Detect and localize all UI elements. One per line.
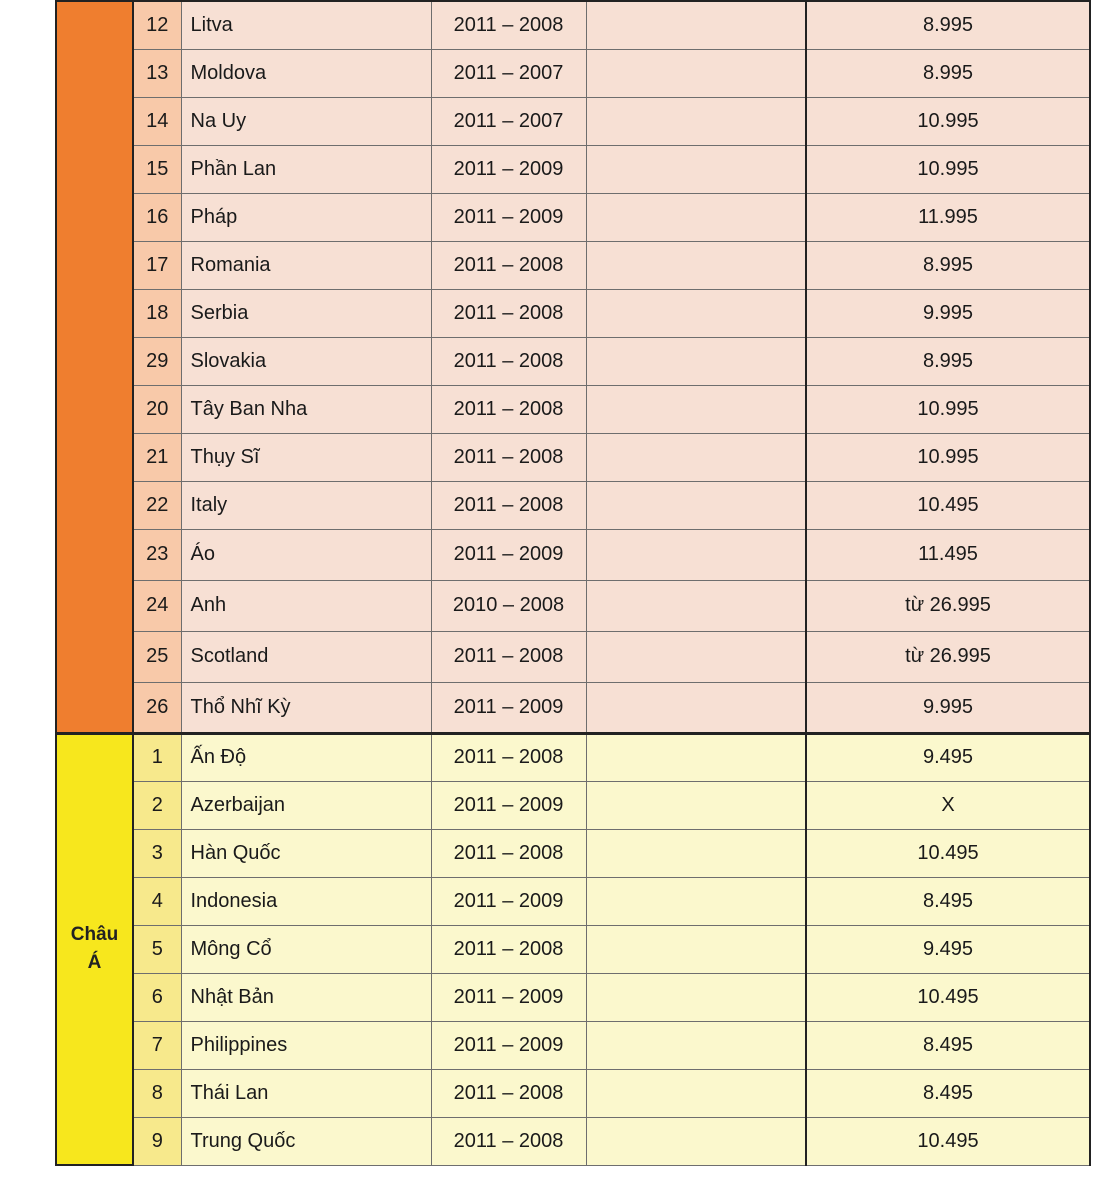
table-row [56, 877, 1090, 925]
country-name: Thụy Sĩ [181, 433, 431, 481]
empty-cell [586, 193, 806, 241]
row-number: 12 [133, 1, 181, 49]
row-number: 18 [133, 289, 181, 337]
table-row [56, 241, 1090, 289]
empty-cell [586, 973, 806, 1021]
empty-cell [586, 529, 806, 580]
price-value: 8.995 [806, 337, 1090, 385]
country-name: Serbia [181, 289, 431, 337]
table-row [56, 1117, 1090, 1165]
year-range: 2011 – 2008 [431, 1069, 586, 1117]
year-range: 2011 – 2009 [431, 1021, 586, 1069]
country-name: Áo [181, 529, 431, 580]
price-value: 8.995 [806, 49, 1090, 97]
country-name: Romania [181, 241, 431, 289]
row-number: 7 [133, 1021, 181, 1069]
table-row [56, 385, 1090, 433]
table-row [56, 49, 1090, 97]
country-name: Anh [181, 580, 431, 631]
row-number: 20 [133, 385, 181, 433]
year-range: 2011 – 2008 [431, 337, 586, 385]
row-number: 21 [133, 433, 181, 481]
year-range: 2011 – 2008 [431, 1, 586, 49]
price-value: 10.995 [806, 145, 1090, 193]
year-range: 2011 – 2008 [431, 481, 586, 529]
table-row [56, 1069, 1090, 1117]
country-name: Na Uy [181, 97, 431, 145]
price-value: X [806, 781, 1090, 829]
year-range: 2011 – 2008 [431, 925, 586, 973]
country-name: Slovakia [181, 337, 431, 385]
row-number: 14 [133, 97, 181, 145]
table-row [56, 97, 1090, 145]
empty-cell [586, 733, 806, 781]
country-name: Philippines [181, 1021, 431, 1069]
region-cell: Châu Á [56, 733, 133, 1165]
empty-cell [586, 145, 806, 193]
country-name: Scotland [181, 631, 431, 682]
row-number: 9 [133, 1117, 181, 1165]
row-number: 22 [133, 481, 181, 529]
price-value: 10.995 [806, 385, 1090, 433]
price-value: 9.495 [806, 925, 1090, 973]
row-number: 1 [133, 733, 181, 781]
year-range: 2011 – 2008 [431, 241, 586, 289]
row-number: 16 [133, 193, 181, 241]
empty-cell [586, 385, 806, 433]
empty-cell [586, 631, 806, 682]
price-value: 9.995 [806, 289, 1090, 337]
price-value: 9.995 [806, 682, 1090, 733]
price-value: 8.995 [806, 1, 1090, 49]
price-value: 10.995 [806, 97, 1090, 145]
table-row [56, 145, 1090, 193]
price-value: 11.995 [806, 193, 1090, 241]
country-name: Mông Cổ [181, 925, 431, 973]
country-name: Pháp [181, 193, 431, 241]
table-row [56, 829, 1090, 877]
region-cell [56, 1, 133, 733]
year-range: 2011 – 2008 [431, 433, 586, 481]
row-number: 13 [133, 49, 181, 97]
table-row [56, 631, 1090, 682]
empty-cell [586, 781, 806, 829]
year-range: 2011 – 2008 [431, 385, 586, 433]
price-value: 10.495 [806, 973, 1090, 1021]
empty-cell [586, 1069, 806, 1117]
table-row [56, 433, 1090, 481]
empty-cell [586, 337, 806, 385]
empty-cell [586, 481, 806, 529]
empty-cell [586, 97, 806, 145]
row-number: 23 [133, 529, 181, 580]
price-value: 9.495 [806, 733, 1090, 781]
table-row [56, 733, 1090, 781]
country-name: Indonesia [181, 877, 431, 925]
table-body [56, 1, 1090, 1165]
table-row [56, 337, 1090, 385]
year-range: 2011 – 2009 [431, 145, 586, 193]
table-row [56, 1, 1090, 49]
country-name: Moldova [181, 49, 431, 97]
table-row [56, 580, 1090, 631]
price-value: từ 26.995 [806, 631, 1090, 682]
price-value: 10.495 [806, 829, 1090, 877]
country-name: Azerbaijan [181, 781, 431, 829]
row-number: 25 [133, 631, 181, 682]
country-name: Thái Lan [181, 1069, 431, 1117]
price-table [55, 0, 1091, 1166]
row-number: 2 [133, 781, 181, 829]
country-name: Nhật Bản [181, 973, 431, 1021]
empty-cell [586, 433, 806, 481]
year-range: 2011 – 2009 [431, 973, 586, 1021]
row-number: 17 [133, 241, 181, 289]
price-value: 8.495 [806, 1021, 1090, 1069]
table-row [56, 682, 1090, 733]
price-value: 8.495 [806, 877, 1090, 925]
row-number: 26 [133, 682, 181, 733]
price-value: 10.495 [806, 1117, 1090, 1165]
country-name: Phần Lan [181, 145, 431, 193]
year-range: 2010 – 2008 [431, 580, 586, 631]
row-number: 15 [133, 145, 181, 193]
country-name: Italy [181, 481, 431, 529]
price-value: 8.495 [806, 1069, 1090, 1117]
table-row [56, 1021, 1090, 1069]
year-range: 2011 – 2009 [431, 682, 586, 733]
empty-cell [586, 1117, 806, 1165]
price-value: 8.995 [806, 241, 1090, 289]
table-row [56, 925, 1090, 973]
table-row [56, 529, 1090, 580]
year-range: 2011 – 2007 [431, 49, 586, 97]
price-value: 11.495 [806, 529, 1090, 580]
year-range: 2011 – 2008 [431, 829, 586, 877]
table-row [56, 781, 1090, 829]
empty-cell [586, 1, 806, 49]
row-number: 24 [133, 580, 181, 631]
empty-cell [586, 241, 806, 289]
country-name: Thổ Nhĩ Kỳ [181, 682, 431, 733]
price-value: 10.495 [806, 481, 1090, 529]
country-name: Litva [181, 1, 431, 49]
row-number: 8 [133, 1069, 181, 1117]
table-row [56, 481, 1090, 529]
country-name: Tây Ban Nha [181, 385, 431, 433]
empty-cell [586, 877, 806, 925]
country-name: Hàn Quốc [181, 829, 431, 877]
year-range: 2011 – 2009 [431, 781, 586, 829]
table-row [56, 193, 1090, 241]
year-range: 2011 – 2009 [431, 529, 586, 580]
row-number: 6 [133, 973, 181, 1021]
row-number: 3 [133, 829, 181, 877]
country-name: Ấn Độ [181, 733, 431, 781]
year-range: 2011 – 2008 [431, 289, 586, 337]
year-range: 2011 – 2008 [431, 1117, 586, 1165]
row-number: 4 [133, 877, 181, 925]
table-row [56, 289, 1090, 337]
empty-cell [586, 289, 806, 337]
empty-cell [586, 580, 806, 631]
year-range: 2011 – 2009 [431, 193, 586, 241]
row-number: 5 [133, 925, 181, 973]
year-range: 2011 – 2008 [431, 733, 586, 781]
empty-cell [586, 49, 806, 97]
empty-cell [586, 829, 806, 877]
price-value: từ 26.995 [806, 580, 1090, 631]
year-range: 2011 – 2007 [431, 97, 586, 145]
price-value: 10.995 [806, 433, 1090, 481]
row-number: 29 [133, 337, 181, 385]
empty-cell [586, 925, 806, 973]
empty-cell [586, 682, 806, 733]
empty-cell [586, 1021, 806, 1069]
table-row [56, 973, 1090, 1021]
year-range: 2011 – 2008 [431, 631, 586, 682]
year-range: 2011 – 2009 [431, 877, 586, 925]
country-name: Trung Quốc [181, 1117, 431, 1165]
